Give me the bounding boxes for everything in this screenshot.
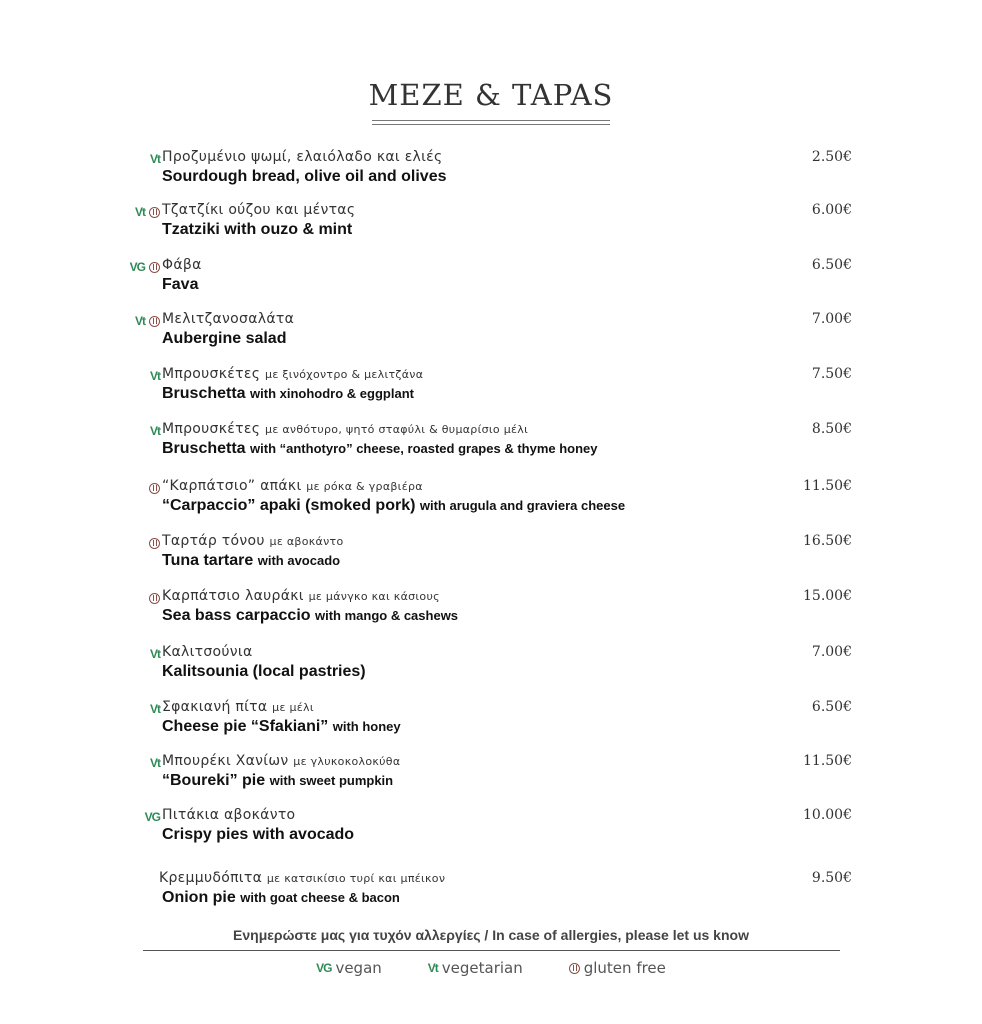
greek-subtitle: με αβοκάντο: [269, 535, 344, 548]
greek-title: Μπρουσκέτες: [162, 421, 261, 437]
greek-title: Φάβα: [162, 257, 202, 273]
greek-subtitle: με ρόκα & γραβιέρα: [306, 480, 423, 493]
vegetarian-icon: Vt: [427, 961, 438, 975]
diet-icons: [150, 366, 160, 386]
item-name-english: [162, 552, 340, 570]
item-name-greek: [159, 870, 445, 886]
diet-icons: [149, 478, 160, 498]
english-title: “Carpaccio” apaki (smoked pork): [162, 497, 416, 514]
gluten-free-icon: [149, 538, 160, 549]
item-name-english: [162, 276, 198, 294]
english-subtitle: with goat cheese & bacon: [240, 890, 400, 905]
gluten-free-icon: [149, 593, 160, 604]
english-title: Bruschetta: [162, 440, 246, 457]
item-name-greek: [162, 149, 443, 165]
item-name-greek: [162, 753, 400, 769]
item-price: 7.50€: [811, 366, 852, 382]
item-name-greek: [162, 366, 423, 382]
english-title: Kalitsounia (local pastries): [162, 663, 366, 680]
menu-item: [0, 202, 982, 250]
menu-item: [0, 807, 982, 855]
menu-item: [0, 870, 982, 918]
legend-label: vegan: [335, 959, 382, 977]
divider: [143, 950, 840, 951]
item-name-greek: [162, 311, 294, 327]
item-name-english: [162, 221, 352, 239]
vegetarian-icon: Vt: [150, 152, 160, 166]
greek-subtitle: με μάνγκο και κάσιους: [308, 590, 440, 603]
item-name-english: [162, 889, 400, 907]
item-name-greek: [162, 421, 528, 437]
item-price: 6.50€: [811, 257, 852, 273]
diet-icons: [150, 699, 160, 719]
menu-item: [0, 478, 982, 526]
greek-subtitle: με κατσικίσιο τυρί και μπέικον: [266, 872, 446, 885]
english-subtitle: with sweet pumpkin: [269, 773, 394, 788]
menu-item: [0, 311, 982, 359]
vegetarian-icon: Vt: [135, 314, 145, 328]
item-name-greek: [162, 202, 355, 218]
item-name-greek: [162, 699, 314, 715]
diet-icons: [150, 644, 160, 664]
item-name-english: [162, 497, 625, 515]
vegetarian-icon: Vt: [150, 424, 160, 438]
english-subtitle: with arugula and graviera cheese: [419, 498, 626, 513]
vegan-icon: VG: [144, 810, 160, 824]
english-title: Tzatziki with ouzo & mint: [162, 221, 353, 238]
item-price: 11.50€: [803, 753, 852, 769]
greek-title: Προζυμένιο ψωμί, ελαιόλαδο και ελιές: [162, 149, 443, 165]
legend-label: gluten free: [583, 959, 666, 977]
item-name-english: [162, 826, 354, 844]
title-underline: [372, 120, 610, 121]
menu-item: [0, 588, 982, 636]
diet-icons: [150, 149, 160, 169]
item-name-english: [162, 607, 458, 625]
english-title: Sea bass carpaccio: [162, 607, 311, 624]
greek-title: Καρπάτσιο λαυράκι: [162, 588, 304, 604]
greek-title: Σφακιανή πίτα: [162, 699, 268, 715]
english-title: Aubergine salad: [162, 330, 287, 347]
vegetarian-icon: Vt: [150, 756, 160, 770]
menu-item: [0, 644, 982, 692]
item-price: 2.50€: [811, 149, 852, 165]
greek-subtitle: με ξινόχοντρο & μελιτζάνα: [265, 368, 424, 381]
gluten-free-icon: [569, 963, 580, 974]
english-title: Crispy pies with avocado: [162, 826, 355, 843]
diet-icons: [135, 311, 160, 331]
legend-vegetarian: [428, 959, 523, 977]
english-title: Fava: [162, 276, 199, 293]
menu-item: [0, 366, 982, 414]
diet-icons: [149, 588, 160, 608]
diet-icons: [150, 421, 160, 441]
item-name-english: [162, 718, 401, 736]
item-price: 6.00€: [811, 202, 852, 218]
english-title: Sourdough bread, olive oil and olives: [162, 168, 447, 185]
menu-item: [0, 533, 982, 581]
item-name-english: [162, 168, 446, 186]
item-price: 11.50€: [803, 478, 852, 494]
item-price: 6.50€: [811, 699, 852, 715]
item-price: 7.00€: [811, 644, 852, 660]
english-subtitle: with honey: [332, 719, 401, 734]
vegetarian-icon: Vt: [150, 369, 160, 383]
item-price: 7.00€: [811, 311, 852, 327]
gluten-free-icon: [149, 483, 160, 494]
menu-item: [0, 753, 982, 801]
greek-title: Κρεμμυδόπιτα: [159, 870, 263, 886]
english-title: Bruschetta: [162, 385, 246, 402]
item-price: 10.00€: [803, 807, 852, 823]
gluten-free-icon: [149, 207, 160, 218]
vegetarian-icon: Vt: [135, 205, 145, 219]
greek-title: Ταρτάρ τόνου: [162, 533, 265, 549]
vegan-icon: VG: [129, 260, 145, 274]
gluten-free-icon: [149, 316, 160, 327]
item-price: 8.50€: [811, 421, 852, 437]
allergy-note: Ενημερώστε μας για τυχόν αλλεργίες / In case of allergies, please let us know: [233, 927, 749, 943]
diet-icons: [145, 807, 160, 827]
english-title: Tuna tartare: [162, 552, 254, 569]
greek-title: “Καρπάτσιο” απάκι: [162, 478, 302, 494]
greek-title: Πιτάκια αβοκάντο: [162, 807, 296, 823]
greek-title: Μελιτζανοσαλάτα: [162, 311, 295, 327]
menu-item: [0, 257, 982, 305]
vegetarian-icon: Vt: [150, 702, 160, 716]
greek-title: Καλιτσούνια: [162, 644, 253, 660]
diet-icons: [135, 202, 160, 222]
item-name-greek: [162, 257, 202, 273]
greek-subtitle: με μέλι: [272, 701, 314, 714]
greek-subtitle: με ανθότυρο, ψητό σταφύλι & θυμαρίσιο μέλι: [265, 423, 529, 436]
english-subtitle: with “anthotyro” cheese, roasted grapes & thyme honey: [250, 441, 598, 456]
vegetarian-icon: Vt: [150, 647, 160, 661]
item-name-greek: [162, 588, 440, 604]
english-title: Cheese pie “Sfakiani”: [162, 718, 329, 735]
greek-title: Τζατζίκι ούζου και μέντας: [162, 202, 356, 218]
legend-gluten-free: [569, 959, 666, 977]
item-name-english: [162, 663, 366, 681]
diet-icons: [130, 257, 160, 277]
diet-icons: [150, 753, 160, 773]
vegan-icon: VG: [316, 961, 332, 975]
item-price: 15.00€: [803, 588, 852, 604]
item-name-greek: [162, 478, 423, 494]
item-name-english: [162, 772, 393, 790]
page-title: MEZE & TAPAS: [368, 78, 614, 112]
english-title: “Boureki” pie: [162, 772, 266, 789]
menu-item: [0, 699, 982, 747]
legend-vegan: [316, 959, 382, 977]
item-name-greek: [162, 533, 344, 549]
menu-item: [0, 421, 982, 469]
item-name-greek: [162, 644, 253, 660]
legend-label: vegetarian: [441, 959, 523, 977]
english-subtitle: with xinohodro & eggplant: [250, 386, 414, 401]
menu-item: [0, 149, 982, 197]
title-underline: [372, 124, 610, 125]
legend: [0, 959, 982, 977]
item-name-english: [162, 385, 414, 403]
gluten-free-icon: [149, 262, 160, 273]
greek-title: Μπρουσκέτες: [162, 366, 261, 382]
english-title: Onion pie: [162, 889, 236, 906]
item-price: 16.50€: [803, 533, 852, 549]
item-name-english: [162, 440, 598, 458]
item-name-english: [162, 330, 286, 348]
diet-icons: [149, 533, 160, 553]
item-name-greek: [162, 807, 295, 823]
greek-subtitle: με γλυκοκολοκύθα: [293, 755, 401, 768]
greek-title: Μπουρέκι Χανίων: [162, 753, 289, 769]
item-price: 9.50€: [811, 870, 852, 886]
english-subtitle: with avocado: [257, 553, 341, 568]
english-subtitle: with mango & cashews: [315, 608, 459, 623]
